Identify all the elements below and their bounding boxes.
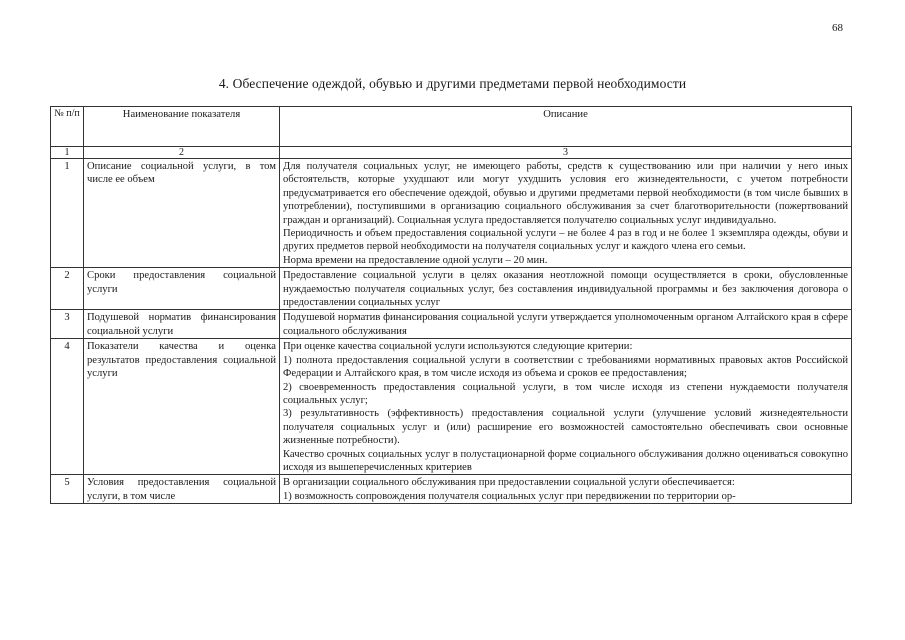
indicator-name: Условия предоставления социальной услуги, в том числе	[84, 475, 280, 504]
description-cell	[280, 339, 852, 475]
column-index: 3	[280, 147, 852, 159]
table-row	[51, 268, 852, 310]
description-paragraph: Норма времени на предоставление одной услуги – 20 мин.	[283, 254, 548, 266]
description-paragraph: 1) полнота предоставления социальной услуги в соответствии с требованиями нормативных правовых актов Российской Федерации и Алтайского края, в том числе исходя из объема и сроков ее предоставления;	[283, 354, 848, 380]
table-header-row	[51, 107, 852, 147]
description-paragraph: 3) результативность (эффективность) предоставления социальной услуги (улучшение условий жизнедеятельности получателя социальных услуг и (или) расширение его возможностей самостоятельно обеспечивать свои основные жизненные потребности).	[283, 408, 848, 447]
row-number: 5	[51, 475, 84, 504]
table-row	[51, 310, 852, 339]
section-title: 4. Обеспечение одеждой, обувью и другими предметами первой необходимости	[218, 76, 687, 91]
indicator-name: Описание социальной услуги, в том числе ее объем	[84, 159, 280, 268]
indicator-name: Показатели качества и оценка результатов предоставления социальной услуги	[84, 339, 280, 475]
row-number: 4	[51, 339, 84, 475]
description-cell	[280, 159, 852, 268]
header-description: Описание	[280, 107, 852, 147]
table-row	[51, 475, 852, 504]
indicator-name: Подушевой норматив финансирования социальной услуги	[84, 310, 280, 339]
header-number: № п/п	[51, 107, 84, 147]
description-paragraph: Периодичность и объем предоставления социальной услуги – не более 4 раз в год и не более 1 экземпляра одежды, обуви и других предметов первой необходимости на получателя социальных услуг и каждого члена его семьи.	[283, 228, 848, 253]
description-paragraph: В организации социального обслуживания при предоставлении социальной услуги обеспечивается:	[283, 477, 735, 489]
description-paragraph: Качество срочных социальных услуг в полустационарной форме социального обслуживания должно оцениваться совокупно исходя из вышеперечисленных критериев	[283, 448, 848, 473]
column-index-row	[51, 147, 852, 159]
description-cell	[280, 310, 852, 339]
description-paragraph: Подушевой норматив финансирования социальной услуги утверждается уполномоченным органом Алтайского края в сфере социального обслуживания	[283, 312, 848, 337]
description-paragraph: 2) своевременность предоставления социальной услуги, в том числе исходя из степени нуждаемости получателя социальных услуг;	[283, 381, 848, 406]
header-indicator-name: Наименование показателя	[84, 107, 280, 147]
description-cell	[280, 268, 852, 310]
description-paragraph: Предоставление социальной услуги в целях оказания неотложной помощи осуществляется в сроки, обусловленные нуждаемостью получателя социальных услуг, без составления индивидуальной программы и без заключения договора о предоставлении социальных услуг	[283, 270, 848, 309]
description-paragraph: При оценке качества социальной услуги используются следующие критерии:	[283, 341, 633, 353]
table-row	[51, 339, 852, 475]
description-paragraph: Для получателя социальных услуг, не имеющего работы, средств к существованию или при наличии у него иных обстоятельств, которые ухудшают или могут ухудшить условия его жизнедеятельности, с учетом потребности предусматривается его обеспечение одеждой, обувью и другими предметами первой необходимости (в том числе бывших в употреблении), поступившими в организацию социального обслуживания за счет благотворительности (пожертвований граждан и организаций). Социальная услуга предоставляется получателю социальных услуг индивидуально.	[283, 161, 848, 226]
row-number: 3	[51, 310, 84, 339]
row-number: 1	[51, 159, 84, 268]
column-index: 2	[84, 147, 280, 159]
indicator-name: Сроки предоставления социальной услуги	[84, 268, 280, 310]
service-table	[50, 106, 852, 504]
table-row	[51, 159, 852, 268]
description-paragraph: 1) возможность сопровождения получателя социальных услуг при передвижении по территории ор-	[283, 490, 736, 502]
page-number: 68	[832, 22, 843, 34]
row-number: 2	[51, 268, 84, 310]
column-index: 1	[51, 147, 84, 159]
description-cell	[280, 475, 852, 504]
